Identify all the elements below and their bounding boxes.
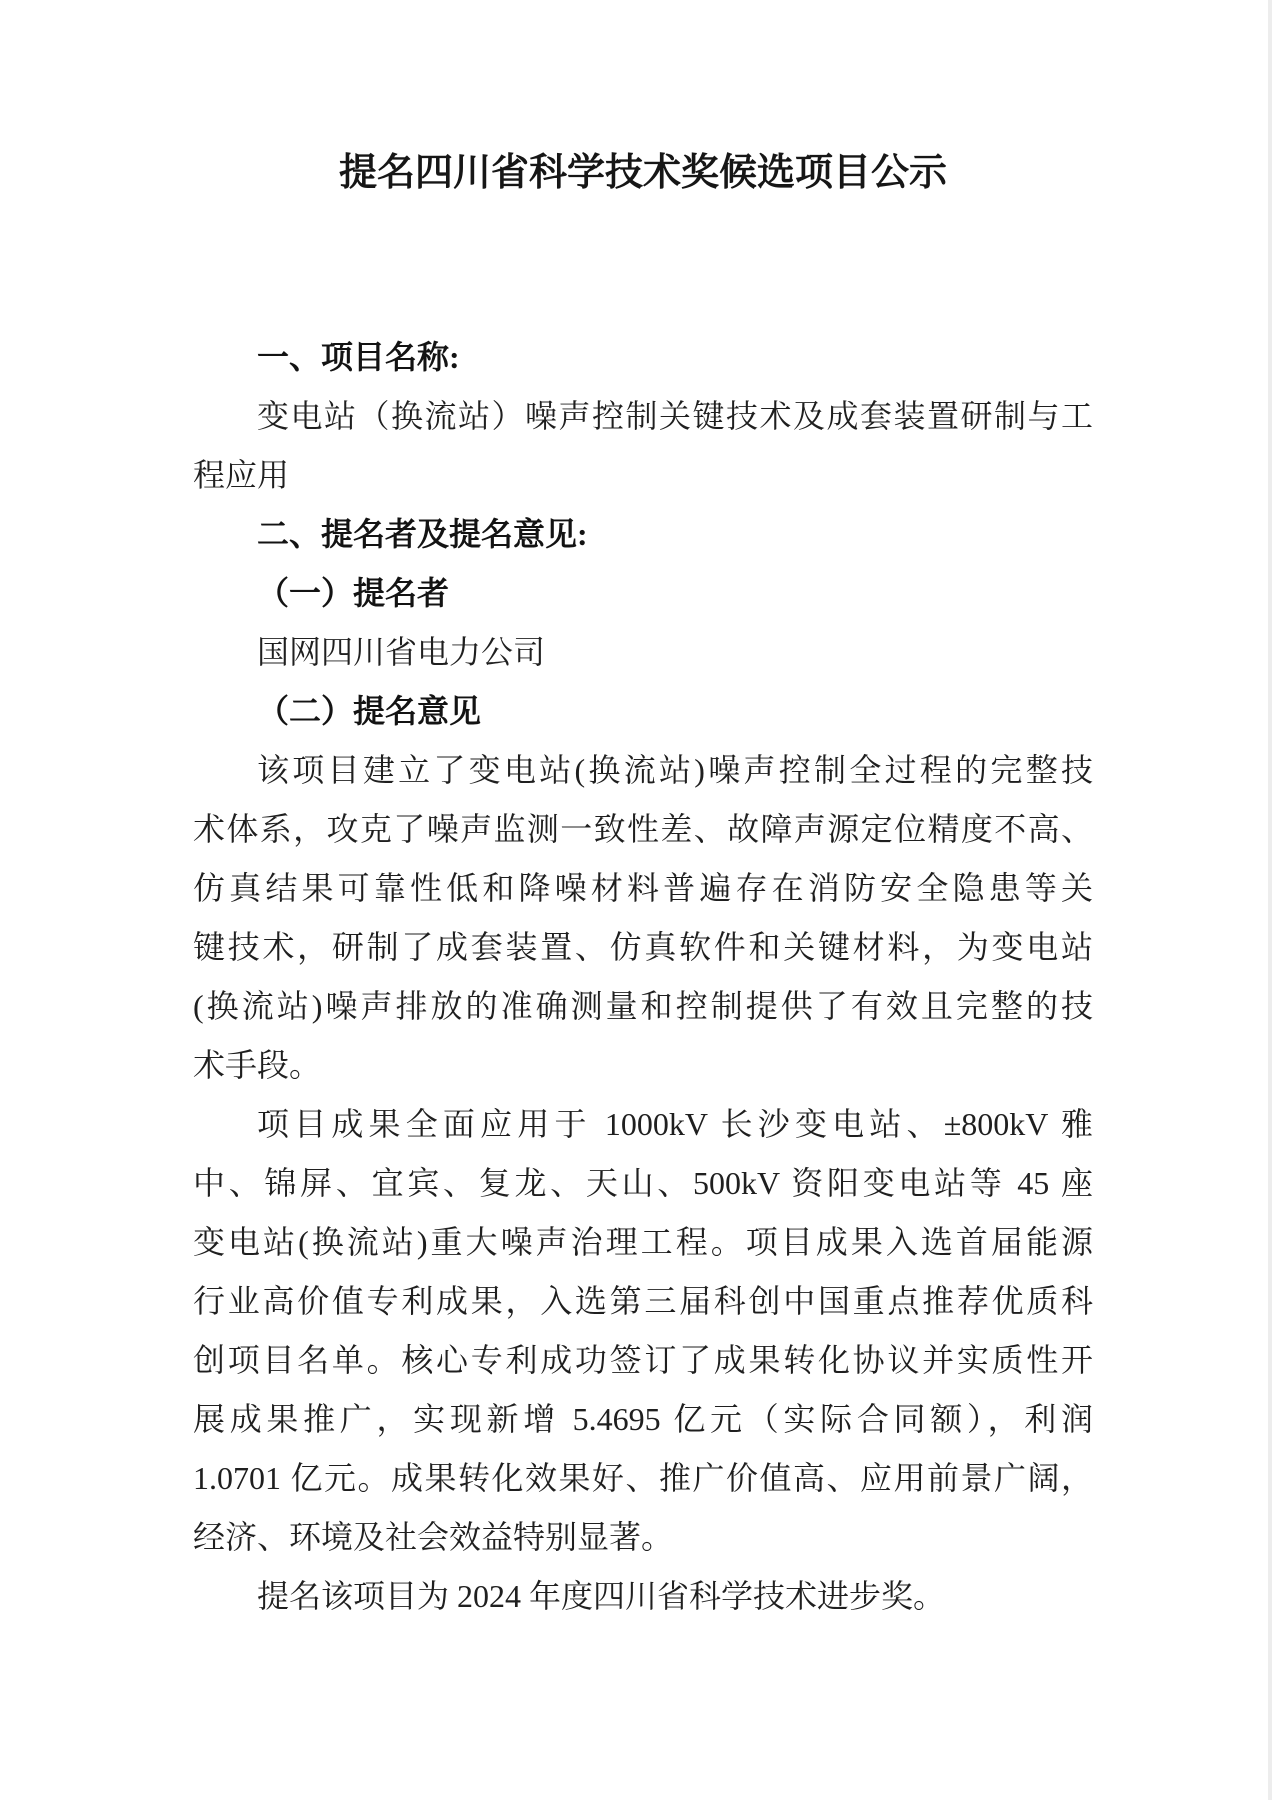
text-line: 国网四川省电力公司	[257, 634, 546, 670]
text-line: 键技术，研制了成套装置、仿真软件和关键材料，为变电站	[193, 929, 1093, 965]
text-line: 一、项目名称:	[257, 339, 460, 375]
text-line: 创项目名单。核心专利成功签订了成果转化协议并实质性开	[193, 1342, 1093, 1378]
text-line: 经济、环境及社会效益特别显著。	[193, 1519, 674, 1555]
text-line: （二）提名意见	[257, 693, 482, 729]
text-line: （一）提名者	[257, 575, 450, 611]
text-line: 变电站（换流站）噪声控制关键技术及成套装置研制与工	[257, 398, 1093, 434]
text-line: 展成果推广，实现新增 5.4695 亿元（实际合同额），利润	[193, 1401, 1093, 1437]
text-line: 变电站(换流站)重大噪声治理工程。项目成果入选首届能源	[193, 1224, 1093, 1260]
text-line: 仿真结果可靠性低和降噪材料普遍存在消防安全隐患等关	[193, 870, 1093, 906]
text-line: 该项目建立了变电站(换流站)噪声控制全过程的完整技	[257, 752, 1093, 788]
document-title: 提名四川省科学技术奖候选项目公示	[338, 152, 947, 194]
text-line: 二、提名者及提名意见:	[257, 516, 588, 552]
text-line: 1.0701 亿元。成果转化效果好、推广价值高、应用前景广阔，	[193, 1460, 1093, 1496]
text-line: 行业高价值专利成果，入选第三届科创中国重点推荐优质科	[193, 1283, 1093, 1319]
text-line: 提名该项目为 2024 年度四川省科学技术进步奖。	[257, 1578, 946, 1614]
text-line: 项目成果全面应用于 1000kV 长沙变电站、±800kV 雅	[257, 1106, 1093, 1142]
document-body	[193, 328, 1093, 1626]
text-line: (换流站)噪声排放的准确测量和控制提供了有效且完整的技	[193, 988, 1093, 1024]
text-line: 程应用	[193, 457, 290, 493]
text-line: 术手段。	[193, 1047, 322, 1083]
text-line: 术体系，攻克了噪声监测一致性差、故障声源定位精度不高、	[193, 811, 1093, 847]
text-line: 中、锦屏、宜宾、复龙、天山、500kV 资阳变电站等 45 座	[193, 1165, 1093, 1201]
